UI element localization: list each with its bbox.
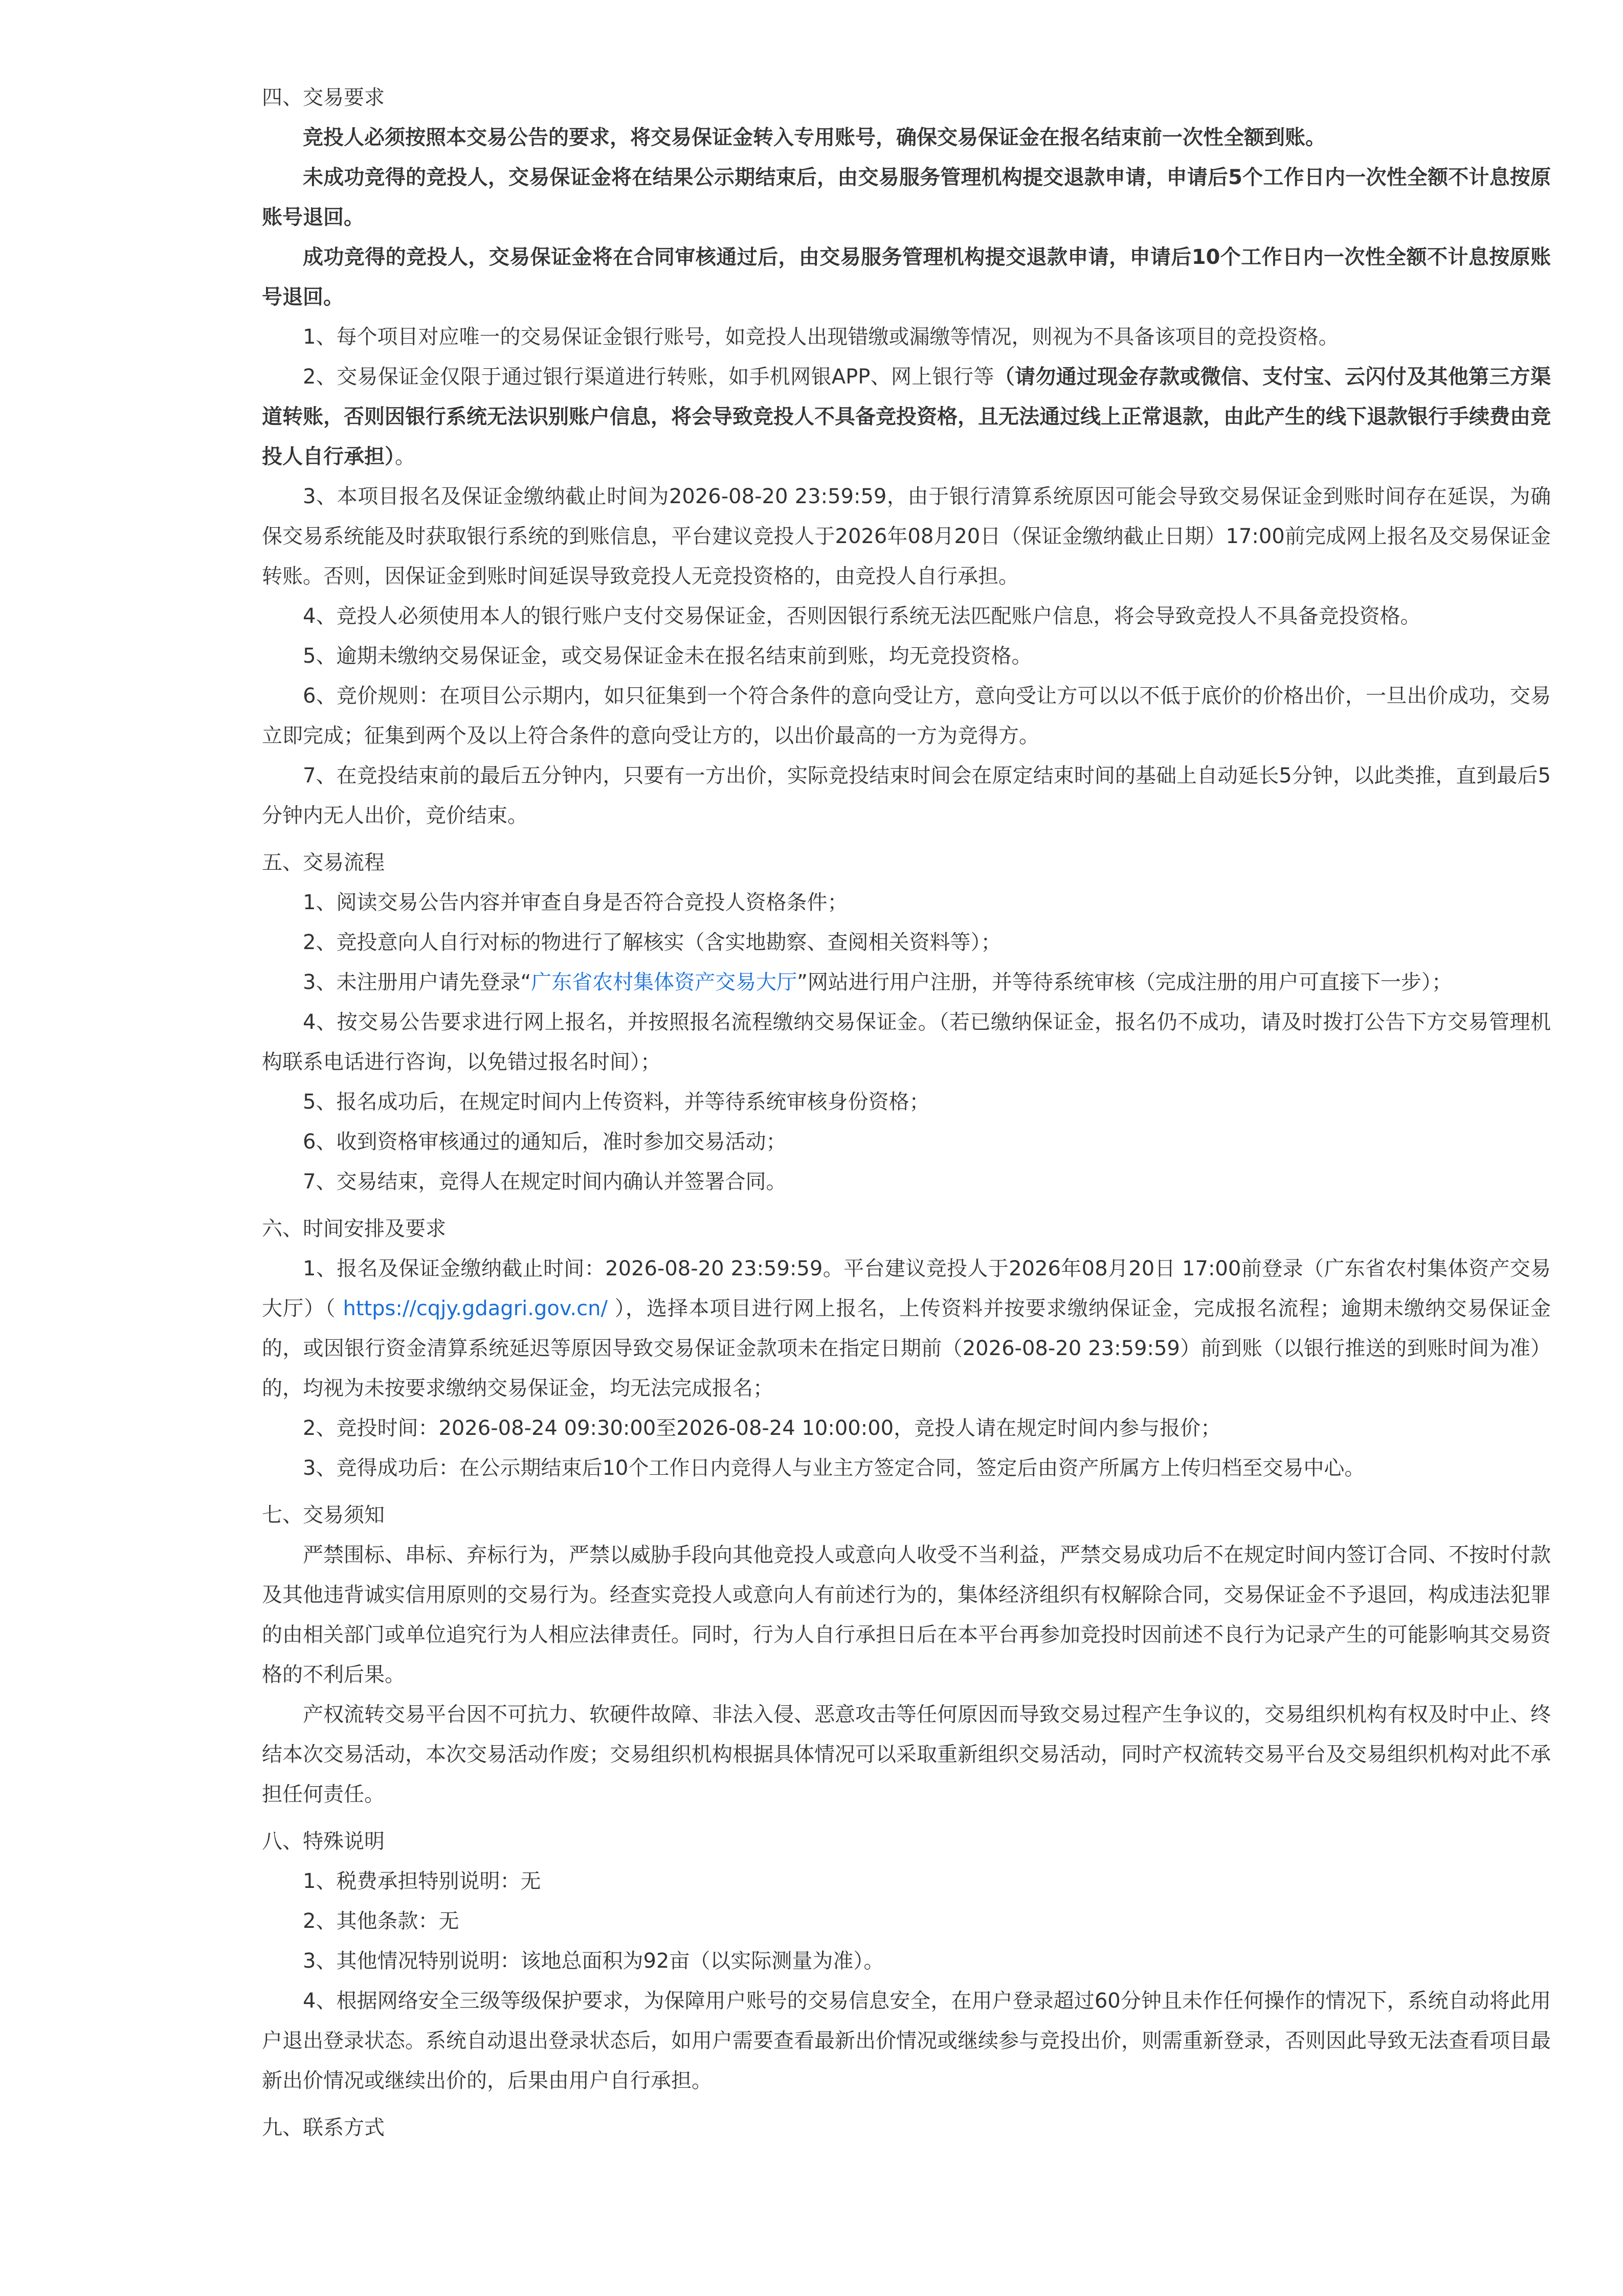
paragraph-text: ），选择本项目进行网上报名，上传资料并按要求缴纳保证金，完成报名流程；逾期未缴纳交易保证金的，或因银行资金清算系统延迟等原因导致交易保证金款项未在指定日期前（2026-08-20 23:59:59）前到账（以银行推送的到账时间为准）的，均视为未按要求缴纳交易保证金，均无法完成报名； xyxy=(262,1297,1551,1400)
paragraph: 3、竞得成功后：在公示期结束后10个工作日内竞得人与业主方签定合同，签定后由资产所属方上传归档至交易中心。 xyxy=(303,1456,1365,1480)
trading-hall-link[interactable]: 广东省农村集体资产交易大厅 xyxy=(531,971,797,994)
paragraph: 5、报名成功后，在规定时间内上传资料，并等待系统审核身份资格； xyxy=(303,1090,930,1114)
section-title: 八、特殊说明 xyxy=(262,1830,385,1853)
paragraph: 1、阅读交易公告内容并审查自身是否符合竞投人资格条件； xyxy=(303,891,848,914)
paragraph xyxy=(262,962,1551,1002)
paragraph: 1、税费承担特别说明：无 xyxy=(303,1870,541,1893)
paragraph: 4、竞投人必须使用本人的银行账户支付交易保证金，否则因银行系统无法匹配账户信息，将会导致竞投人不具备竞投资格。 xyxy=(303,604,1421,628)
section-title: 五、交易流程 xyxy=(262,851,385,874)
paragraph: 1、每个项目对应唯一的交易保证金银行账号，如竞投人出现错缴或漏缴等情况，则视为不具备该项目的竞投资格。 xyxy=(303,325,1339,349)
paragraph: 成功竞得的竞投人，交易保证金将在合同审核通过后，由交易服务管理机构提交退款申请，申请后10个工作日内一次性全额不计息按原账号退回。 xyxy=(262,245,1551,309)
paragraph: 2、竞投意向人自行对标的物进行了解核实（含实地勘察、查阅相关资料等）； xyxy=(303,931,1002,954)
paragraph: 7、交易结束，竞得人在规定时间内确认并签署合同。 xyxy=(303,1170,787,1194)
paragraph-text: ”网站进行用户注册，并等待系统审核（完成注册的用户可直接下一步）； xyxy=(797,971,1452,994)
paragraph-text: 2、交易保证金仅限于通过银行渠道进行转账，如手机网银APP、网上银行等 xyxy=(303,365,994,389)
bold-notice: （请勿通过现金存款或微信、支付宝、云闪付及其他第三方渠道转账，否则因银行系统无法识别账户信息，将会导致竞投人不具备竞投资格，且无法通过线上正常退款，由此产生的线下退款银行手续费由竞投人自行承担） xyxy=(262,365,1551,468)
paragraph xyxy=(262,1249,1551,1408)
paragraph xyxy=(262,357,1551,477)
paragraph: 2、竞投时间：2026-08-24 09:30:00至2026-08-24 10:00:00，竞投人请在规定时间内参与报价； xyxy=(303,1416,1221,1440)
paragraph: 2、其他条款：无 xyxy=(303,1909,459,1933)
section-title: 六、时间安排及要求 xyxy=(262,1217,446,1241)
paragraph: 竞投人必须按照本交易公告的要求，将交易保证金转入专用账号，确保交易保证金在报名结束前一次性全额到账。 xyxy=(303,126,1326,149)
paragraph-text: 1、报名及保证金缴纳截止时间：2026-08-20 23:59:59。平台建议竞投人于2026年08月20日 17:00前登录（广东省农村集体资产交易大厅）（ xyxy=(262,1257,1551,1320)
paragraph: 4、根据网络安全三级等级保护要求，为保障用户账号的交易信息安全，在用户登录超过60分钟且未作任何操作的情况下，系统自动将此用户退出登录状态。系统自动退出登录状态后，如用户需要查看最新出价情况或继续参与竞投出价，则需重新登录，否则因此导致无法查看项目最新出价情况或继续出价的，后果由用户自行承担。 xyxy=(262,1989,1551,2092)
paragraph-text: 。 xyxy=(395,445,415,468)
announcement-content xyxy=(262,78,1551,2148)
paragraph: 严禁围标、串标、弃标行为，严禁以威胁手段向其他竞投人或意向人收受不当利益，严禁交易成功后不在规定时间内签订合同、不按时付款及其他违背诚实信用原则的交易行为。经查实竞投人或意向人有前述行为的，集体经济组织有权解除合同，交易保证金不予退回，构成违法犯罪的由相关部门或单位追究行为人相应法律责任。同时，行为人自行承担日后在本平台再参加竞投时因前述不良行为记录产生的可能影响其交易资格的不利后果。 xyxy=(262,1543,1551,1686)
paragraph: 3、其他情况特别说明：该地总面积为92亩（以实际测量为准）。 xyxy=(303,1949,884,1973)
section-title: 九、联系方式 xyxy=(262,2116,385,2140)
paragraph: 3、本项目报名及保证金缴纳截止时间为2026-08-20 23:59:59，由于银行清算系统原因可能会导致交易保证金到账时间存在延误，为确保交易系统能及时获取银行系统的到账信息，平台建议竞投人于2026年08月20日（保证金缴纳截止日期）17:00前完成网上报名及交易保证金转账。否则，因保证金到账时间延误导致竞投人无竞投资格的，由竞投人自行承担。 xyxy=(262,485,1551,588)
paragraph: 7、在竞投结束前的最后五分钟内，只要有一方出价，实际竞投结束时间会在原定结束时间的基础上自动延长5分钟，以此类推，直到最后5分钟内无人出价，竞价结束。 xyxy=(262,764,1551,827)
paragraph-text: 3、未注册用户请先登录“ xyxy=(303,971,531,994)
trading-hall-link[interactable]: https://cqjy.gdagri.gov.cn/ xyxy=(343,1297,608,1320)
paragraph: 未成功竞得的竞投人，交易保证金将在结果公示期结束后，由交易服务管理机构提交退款申请，申请后5个工作日内一次性全额不计息按原账号退回。 xyxy=(262,166,1551,229)
section-title: 四、交易要求 xyxy=(262,86,385,109)
paragraph: 产权流转交易平台因不可抗力、软硬件故障、非法入侵、恶意攻击等任何原因而导致交易过程产生争议的，交易组织机构有权及时中止、终结本次交易活动，本次交易活动作废；交易组织机构根据具体情况可以采取重新组织交易活动，同时产权流转交易平台及交易组织机构对此不承担任何责任。 xyxy=(262,1703,1551,1806)
paragraph: 6、竞价规则：在项目公示期内，如只征集到一个符合条件的意向受让方，意向受让方可以以不低于底价的价格出价，一旦出价成功，交易立即完成；征集到两个及以上符合条件的意向受让方的，以出价最高的一方为竞得方。 xyxy=(262,684,1551,748)
paragraph: 5、逾期未缴纳交易保证金，或交易保证金未在报名结束前到账，均无竞投资格。 xyxy=(303,644,1032,668)
paragraph: 4、按交易公告要求进行网上报名，并按照报名流程缴纳交易保证金。（若已缴纳保证金，报名仍不成功，请及时拨打公告下方交易管理机构联系电话进行咨询，以免错过报名时间）； xyxy=(262,1010,1551,1074)
paragraph: 6、收到资格审核通过的通知后，准时参加交易活动； xyxy=(303,1130,787,1154)
section-title: 七、交易须知 xyxy=(262,1503,385,1527)
